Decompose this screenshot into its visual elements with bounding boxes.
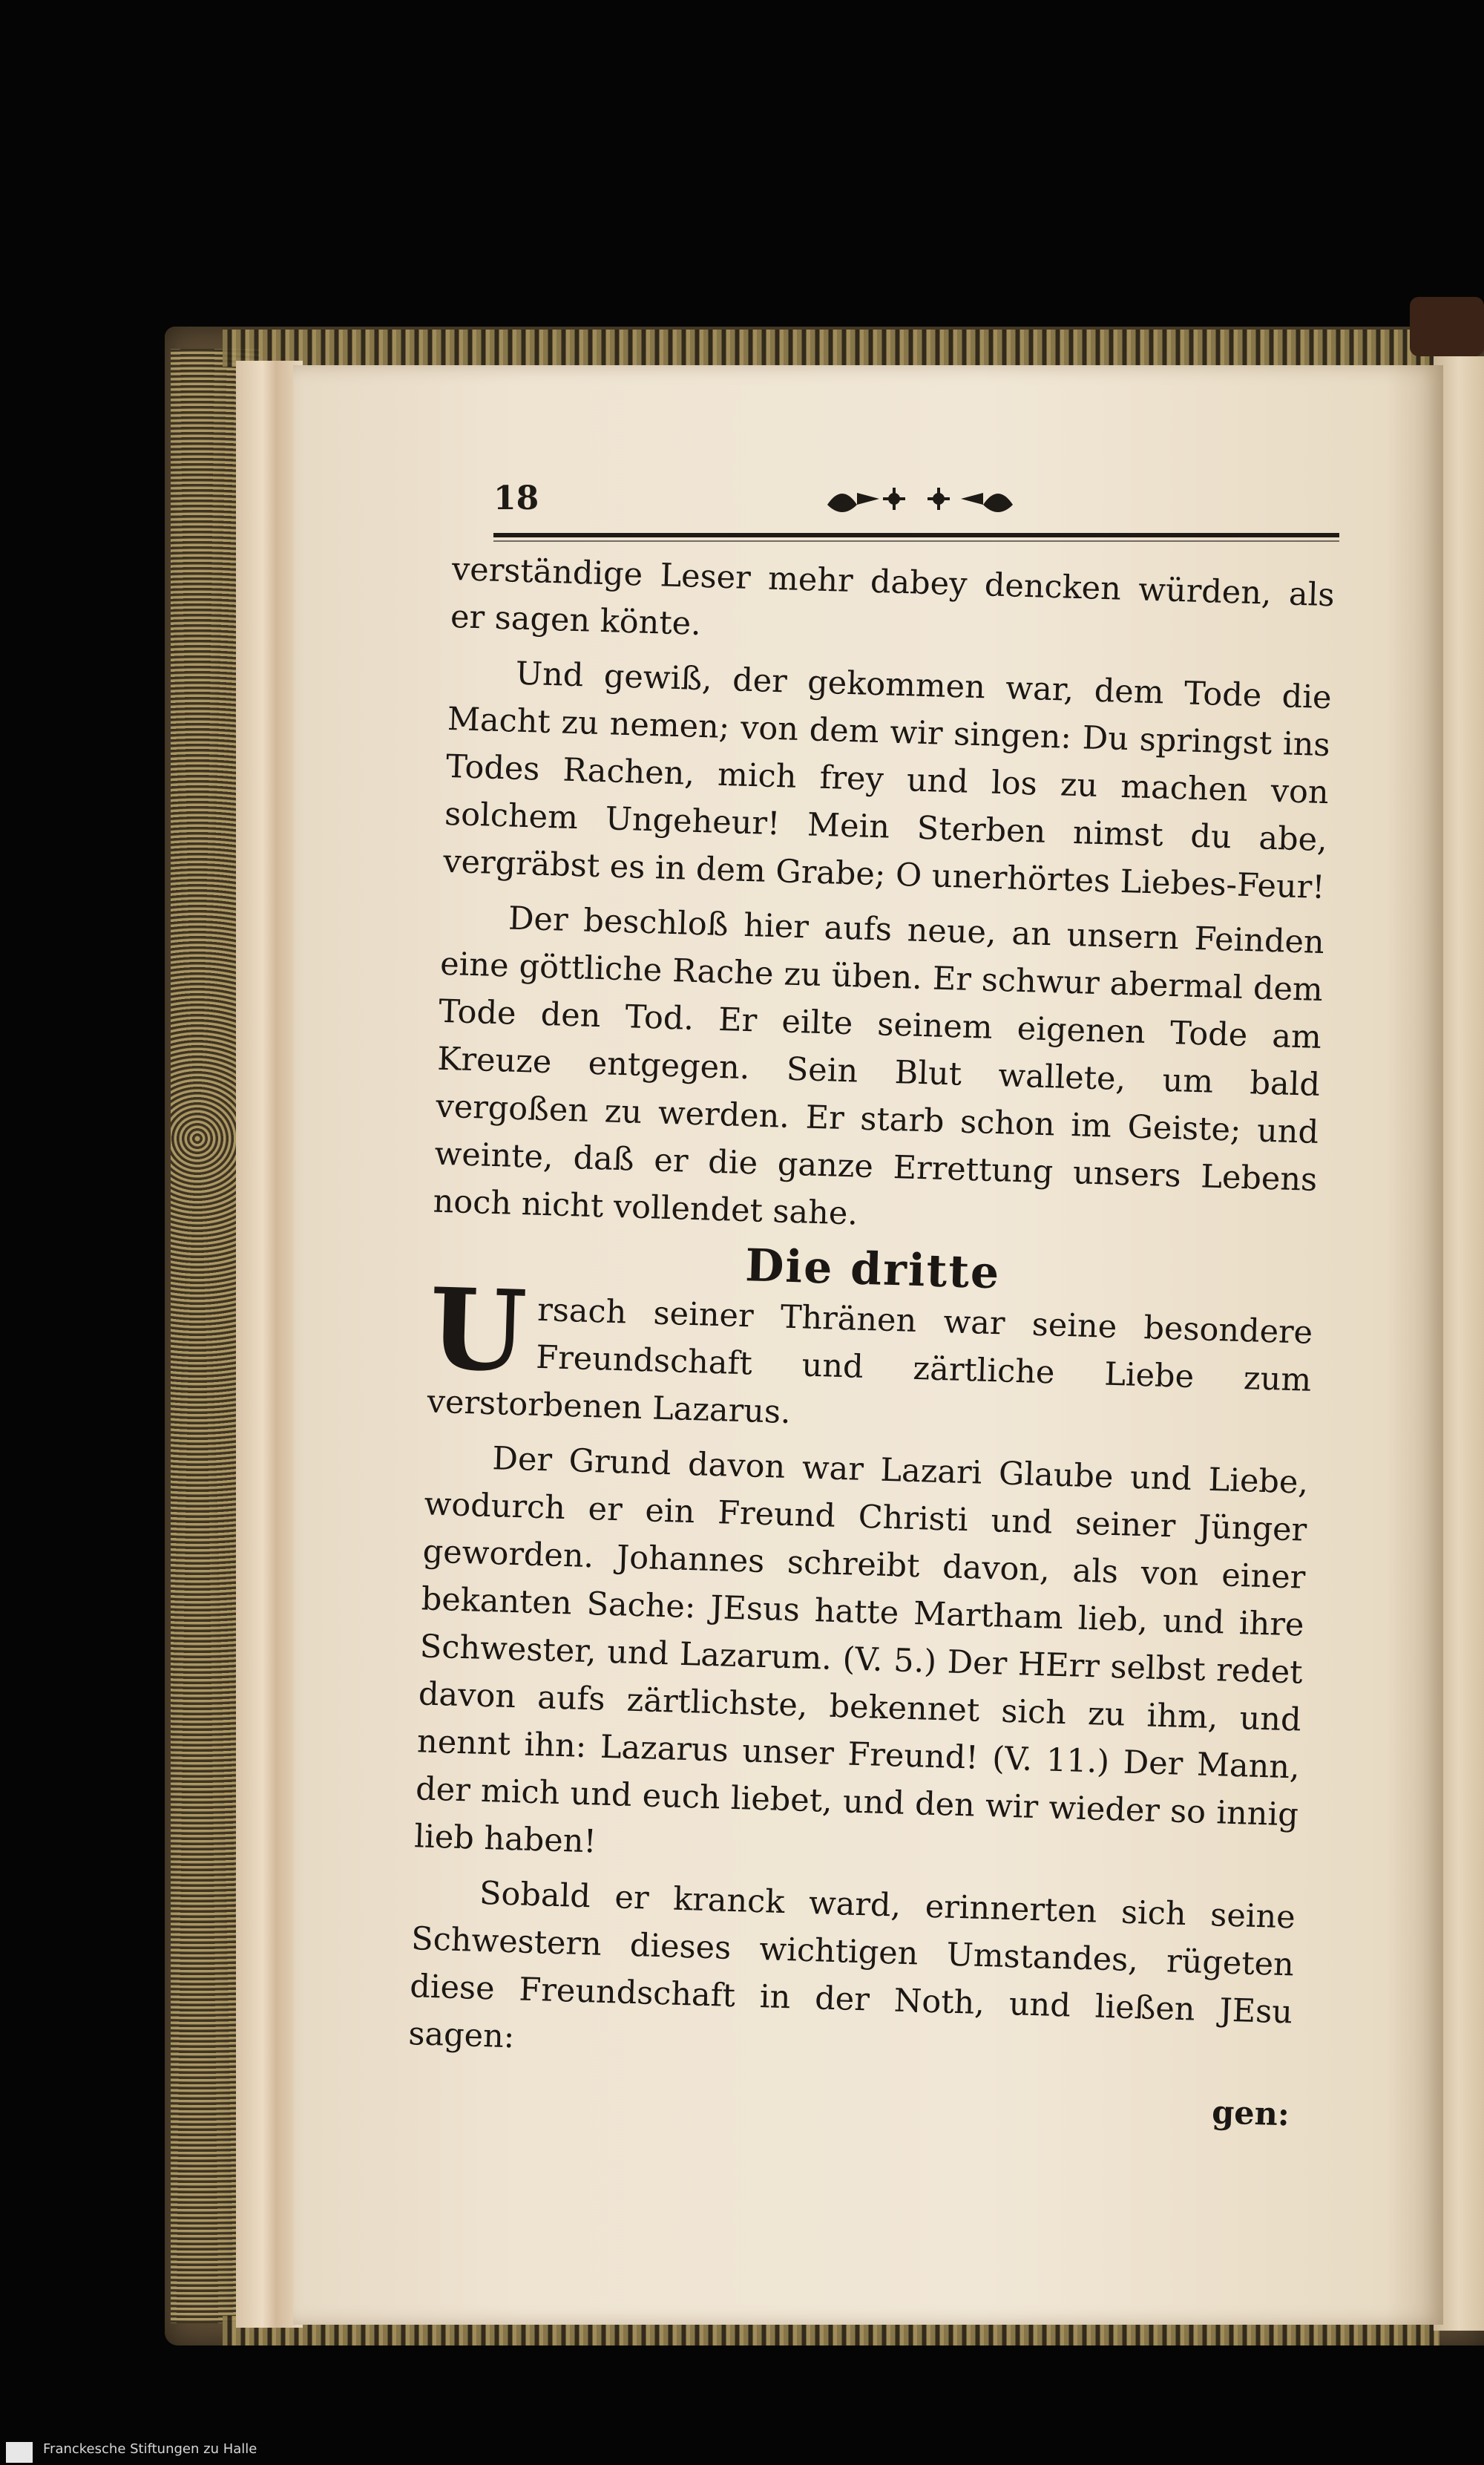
bookmark-ribbon [1410, 297, 1484, 356]
paragraph: Der Grund davon war Lazari Glaube und Liebe, wodurch er ein Freund Christi und seiner Jünger geworden. Johannes schreibt davon, als von einer bekanten Sache: JEsus hatte Martham lieb, und ihre Schwester, und Lazarum. (V. 5.) Der HErr selbst redet davon aufs zärtlichste, bekennet sich zu ihm, und nennt ihn: Lazarus unser Freund! (V. 11.) Der Mann, der mich und euch liebet, und den wir wieder so innig lieb haben! [413, 1440, 1309, 1861]
ornament-icon [812, 475, 1028, 527]
paragraph: Der beschloß hier aufs neue, an unsern Feinden eine göttliche Rache zu üben. Er schwur abermal dem Tode den Tod. Er eilte seinem eigenen Tode am Kreuze entgegen. Sein Blut wallete, um bald vergoßen zu werden. Er starb schon im Geiste; und weinte, daß er die ganze Errettung unsers Lebens noch nicht vollendet sahe. [433, 900, 1325, 1233]
paragraph: Sobald er kranck ward, erinnerten sich seine Schwestern dieses wichtigen Umstandes, rügeten diese Freundschaft in der Noth, und ließen JEsu sagen: [407, 1874, 1296, 2056]
paragraph: Und gewiß, der gekommen war, dem Tode die Macht zu nemen; von dem wir singen: Du springst ins Todes Rachen, mich frey und los zu machen von solchem Ungeheur! Mein Sterben nimst du abe, vergräbst es in dem Grabe; O unerhörtes Liebes-Feur! [442, 655, 1333, 907]
book-top-edge [223, 330, 1439, 367]
page-number: 18 [493, 479, 539, 517]
catchword: gen: [1211, 2094, 1290, 2134]
section-intro-text: rsach seiner Thränen war seine besondere Freundschaft und zärtliche Liebe zum verstorbenen Lazarus. [427, 1291, 1313, 1432]
footer-institution: Franckesche Stiftungen zu Halle [43, 2441, 257, 2457]
page-text [406, 546, 1335, 2138]
header-rule-thin [493, 540, 1339, 542]
section-heading: Die dritte [744, 1240, 1002, 1300]
institution-logo-icon [6, 2442, 33, 2463]
header-rule [493, 533, 1339, 537]
drop-cap: U [427, 1263, 529, 1398]
page-header [493, 475, 1339, 557]
paragraph: verständige Leser mehr dabey dencken würden, als er sagen könte. [450, 550, 1336, 643]
